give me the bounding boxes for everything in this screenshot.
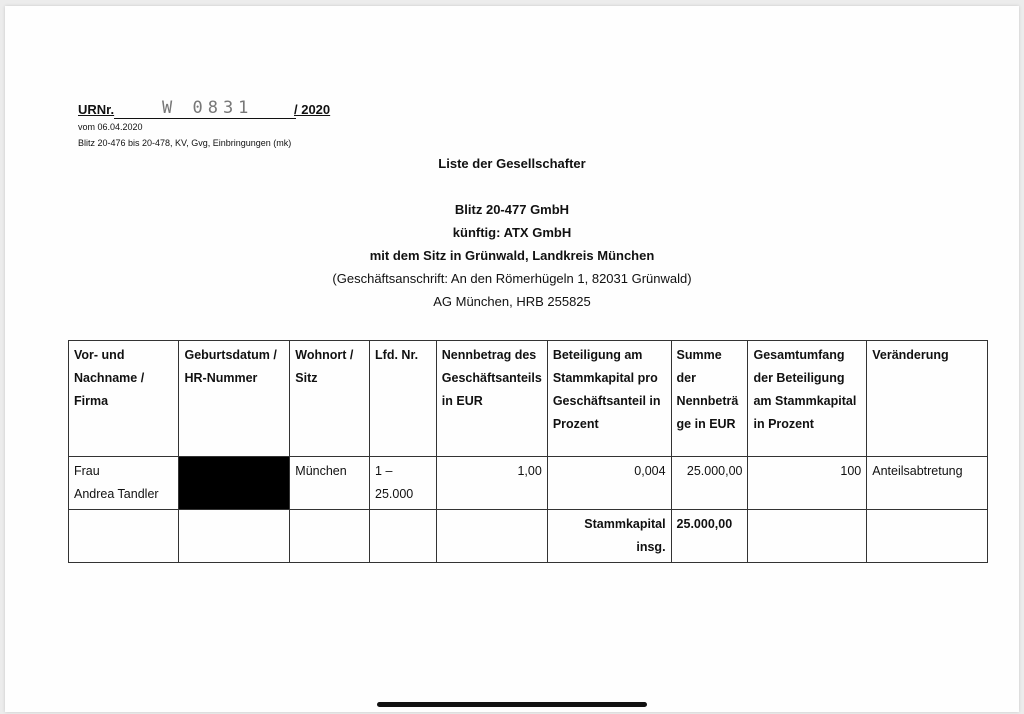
name-salutation: Frau bbox=[74, 464, 100, 478]
urnr-label: URNr. bbox=[78, 102, 115, 117]
empty-cell bbox=[179, 510, 290, 563]
empty-cell bbox=[69, 510, 179, 563]
cell-residence: München bbox=[290, 457, 370, 510]
reference-line: Blitz 20-476 bis 20-478, KV, Gvg, Einbringungen (mk) bbox=[78, 138, 292, 148]
table-total-row bbox=[69, 510, 988, 563]
total-label: Stammkapital insg. bbox=[547, 510, 671, 563]
document-title: Liste der Gesellschafter bbox=[438, 156, 586, 171]
cell-sum-nominal: 25.000,00 bbox=[671, 457, 748, 510]
company-name: Blitz 20-477 GmbH bbox=[454, 202, 570, 217]
cell-percent-per-share: 0,004 bbox=[547, 457, 671, 510]
cell-total-percent: 100 bbox=[748, 457, 867, 510]
header-birthdate: Geburtsdatum / HR-Nummer bbox=[179, 341, 290, 457]
header-total-percent: Gesamtumfang der Beteiligung am Stammkapital in Prozent bbox=[748, 341, 867, 457]
header-sum-nominal: Summe der Nennbeträ ge in EUR bbox=[671, 341, 748, 457]
header-residence: Wohnort / Sitz bbox=[290, 341, 370, 457]
shareholder-table bbox=[68, 340, 988, 563]
total-value: 25.000,00 bbox=[671, 510, 748, 563]
date-line: vom 06.04.2020 bbox=[78, 122, 143, 132]
urnr-line bbox=[78, 98, 331, 118]
header-nominal: Nennbetrag des Geschäftsanteils in EUR bbox=[436, 341, 547, 457]
number-end: 25.000 bbox=[375, 487, 414, 501]
register-entry: AG München, HRB 255825 bbox=[433, 294, 591, 309]
empty-cell bbox=[748, 510, 867, 563]
empty-cell bbox=[370, 510, 437, 563]
urnr-underline bbox=[114, 118, 296, 119]
number-start: 1 – bbox=[375, 464, 393, 478]
cell-nominal: 1,00 bbox=[436, 457, 547, 510]
document-page bbox=[5, 6, 1019, 712]
name-full: Andrea Tandler bbox=[74, 487, 159, 501]
cell-number bbox=[370, 457, 437, 510]
table-row bbox=[69, 457, 988, 510]
urnr-year: / 2020 bbox=[294, 102, 331, 117]
redacted-birthdate bbox=[179, 457, 290, 510]
urnr-number: W 0831 bbox=[162, 98, 254, 118]
cell-name bbox=[69, 457, 179, 510]
empty-cell bbox=[867, 510, 988, 563]
header-percent-per-share: Beteiligung am Stammkapital pro Geschäftsanteil in Prozent bbox=[547, 341, 671, 457]
table-header-row bbox=[69, 341, 988, 457]
header-number: Lfd. Nr. bbox=[370, 341, 437, 457]
company-seat: mit dem Sitz in Grünwald, Landkreis München bbox=[369, 248, 655, 263]
cell-change: Anteilsabtretung bbox=[867, 457, 988, 510]
empty-cell bbox=[290, 510, 370, 563]
empty-cell bbox=[436, 510, 547, 563]
header-name: Vor- und Nachname / Firma bbox=[69, 341, 179, 457]
future-name: künftig: ATX GmbH bbox=[452, 225, 572, 240]
business-address: (Geschäftsanschrift: An den Römerhügeln 1, 82031 Grünwald) bbox=[332, 271, 692, 286]
header-change: Veränderung bbox=[867, 341, 988, 457]
home-indicator[interactable] bbox=[377, 702, 647, 707]
